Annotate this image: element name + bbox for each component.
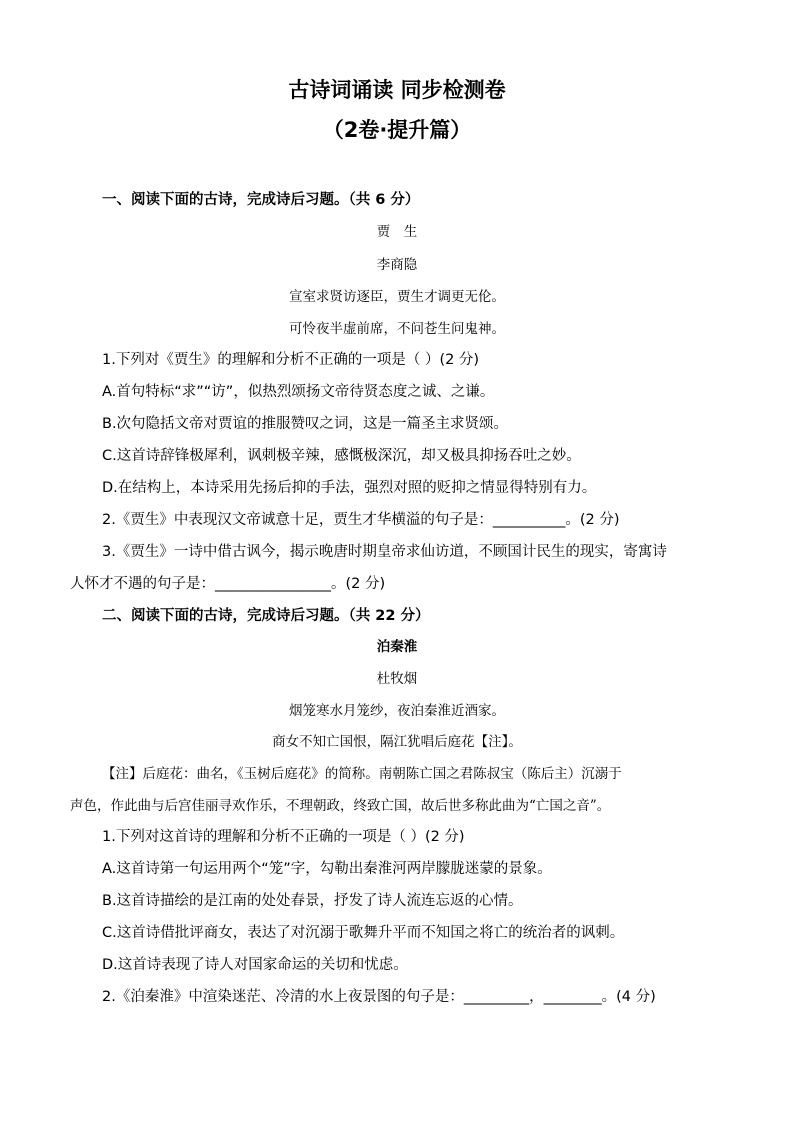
section1-poem-line: 可怜夜半虚前席，不问苍生问鬼神。 bbox=[289, 321, 505, 337]
section2-question-2: 2.《泊秦淮》中渲染迷茫、冷清的水上夜景图的句子是：_________，________。(4 分) bbox=[102, 989, 656, 1005]
section2-heading: 二、阅读下面的古诗，完成诗后习题。（共 22 分） bbox=[102, 608, 430, 624]
section2-q1-option-a: A.这首诗第一句运用两个“笼”字，勾勒出秦淮河两岸朦胧迷蒙的景象。 bbox=[102, 861, 552, 877]
section2-poem-title: 泊秦淮 bbox=[376, 639, 418, 655]
section1-q1-option-d: D.在结构上，本诗采用先扬后抑的手法，强烈对照的贬抑之情显得特别有力。 bbox=[102, 480, 597, 496]
section2-q1-option-d: D.这首诗表现了诗人对国家命运的关切和忧虑。 bbox=[102, 957, 408, 973]
section2-poem-line: 商女不知亡国恨，隔江犹唱后庭花【注】。 bbox=[272, 734, 522, 750]
section1-question-3-line1: 3.《贾生》一诗中借古讽今，揭示晚唐时期皇帝求仙访道，不顾国计民生的现实，寄寓诗 bbox=[102, 544, 667, 560]
section1-q1-option-c: C.这首诗辞锋极犀利，讽刺极辛辣，感慨极深沉，却又极具抑扬吞吐之妙。 bbox=[102, 448, 581, 464]
page-subtitle: （2卷·提升篇） bbox=[322, 118, 472, 142]
section1-poem-line: 宣室求贤访逐臣，贾生才调更无伦。 bbox=[289, 289, 505, 305]
section2-question-1: 1.下列对这首诗的理解和分析不正确的一项是（ ）(2 分) bbox=[102, 829, 465, 845]
section1-heading: 一、阅读下面的古诗，完成诗后习题。（共 6 分） bbox=[102, 192, 420, 208]
section1-q1-option-a: A.首句特标“求”“访”，似热烈颂扬文帝待贤态度之诚、之谦。 bbox=[102, 384, 495, 400]
section1-poem-author: 李商隐 bbox=[376, 257, 418, 273]
section1-question-2: 2.《贾生》中表现汉文帝诚意十足，贾生才华横溢的句子是：__________。(2 分) bbox=[102, 512, 620, 528]
section1-question-1: 1.下列对《贾生》的理解和分析不正确的一项是（ ）(2 分) bbox=[102, 352, 480, 368]
section2-note-line2: 声色，作此曲与后宫佳丽寻欢作乐，不理朝政，终致亡国，故后世多称此曲为“亡国之音”。 bbox=[70, 798, 611, 814]
section2-q1-option-b: B.这首诗描绘的是江南的处处春景，抒发了诗人流连忘返的心情。 bbox=[102, 893, 523, 909]
section1-q1-option-b: B.次句隐括文帝对贾谊的推服赞叹之词，这是一篇圣主求贤颂。 bbox=[102, 416, 509, 432]
section2-poem-author: 杜牧烟 bbox=[376, 671, 418, 687]
page-title: 古诗词诵读 同步检测卷 bbox=[288, 78, 506, 102]
section2-q1-option-c: C.这首诗借批评商女，表达了对沉溺于歌舞升平而不知国之将亡的统治者的讽刺。 bbox=[102, 925, 625, 941]
section1-question-3-line2: 人怀才不遇的句子是：________________。(2 分) bbox=[70, 576, 386, 592]
section2-note-line1: 【注】后庭花：曲名，《玉树后庭花》的简称。南朝陈亡国之君陈叔宝（陈后主）沉溺于 bbox=[102, 766, 622, 782]
section1-poem-title: 贾 生 bbox=[376, 224, 418, 240]
section2-poem-line: 烟笼寒水月笼纱，夜泊秦淮近酒家。 bbox=[289, 703, 505, 719]
